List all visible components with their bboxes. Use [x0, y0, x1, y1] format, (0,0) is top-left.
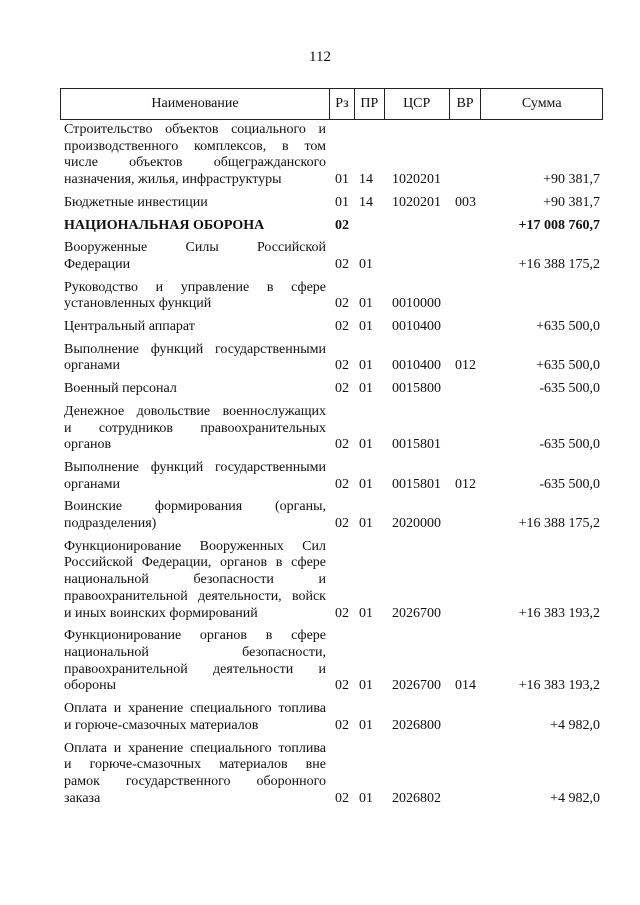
table-row — [64, 539, 600, 623]
row-rz: 01 — [335, 194, 349, 210]
table-row — [64, 381, 600, 398]
row-pr: 01 — [359, 476, 373, 492]
row-sum: +90 381,7 — [543, 172, 600, 188]
header-sum: Сумма — [521, 96, 562, 111]
row-rz: 02 — [335, 319, 349, 335]
row-csr: 2026700 — [392, 605, 441, 621]
row-rz: 02 — [335, 437, 349, 453]
table-body — [64, 122, 600, 813]
row-sum: +16 383 193,2 — [518, 605, 600, 621]
row-sum: -635 500,0 — [539, 476, 600, 492]
row-name-line: Бюджетные инвестиции — [64, 194, 208, 210]
row-name-line: Функционирование Вооруженных Сил — [64, 538, 326, 554]
row-name-line: и горюче-смазочных материалов вне — [64, 757, 326, 773]
row-csr: 2020000 — [392, 516, 441, 532]
table-row — [64, 280, 600, 313]
row-pr: 01 — [359, 605, 373, 621]
row-csr: 0010000 — [392, 296, 441, 312]
row-name-line: назначения, жилья, инфраструктуры — [64, 172, 282, 188]
row-csr: 1020201 — [392, 172, 441, 188]
table-row — [64, 122, 600, 189]
row-csr: 2026700 — [392, 678, 441, 694]
row-name-line: и горюче-смазочных материалов — [64, 717, 259, 733]
row-rz: 01 — [335, 172, 349, 188]
row-pr: 01 — [359, 790, 373, 806]
row-pr: 01 — [359, 437, 373, 453]
row-sum: -635 500,0 — [539, 381, 600, 397]
row-name-line: Выполнение функций государственными — [64, 459, 326, 475]
row-rz: 02 — [335, 605, 349, 621]
row-rz: 02 — [335, 381, 349, 397]
row-name — [64, 280, 326, 313]
row-name-line: Выполнение функций государственными — [64, 341, 326, 357]
row-name — [64, 122, 326, 189]
row-name-line: и сотрудников правоохранительных — [64, 420, 326, 436]
row-name-line: подразделения) — [64, 516, 157, 532]
row-vr: 003 — [455, 194, 476, 210]
row-sum: +635 500,0 — [536, 358, 600, 374]
row-name-line: национальной безопасности и — [64, 572, 326, 588]
row-name-line: и иных воинских формирований — [64, 605, 258, 621]
row-name — [64, 404, 326, 454]
row-rz: 02 — [335, 296, 349, 312]
table-row — [64, 218, 600, 235]
row-vr: 012 — [455, 358, 476, 374]
row-name-line: рамок государственного оборонного — [64, 773, 326, 789]
table-row — [64, 628, 600, 695]
row-pr: 01 — [359, 358, 373, 374]
row-name-line: Федерации — [64, 256, 131, 272]
row-name-line: органами — [64, 358, 121, 374]
header-name: Наименование — [61, 89, 330, 119]
row-name-line: Денежное довольствие военнослужащих — [64, 403, 326, 419]
row-name-line: Центральный аппарат — [64, 319, 195, 335]
row-rz: 02 — [335, 678, 349, 694]
row-name — [64, 741, 326, 808]
table-row — [64, 741, 600, 808]
row-pr: 01 — [359, 296, 373, 312]
row-csr: 1020201 — [392, 194, 441, 210]
table-row — [64, 701, 600, 734]
row-sum: +4 982,0 — [550, 790, 600, 806]
row-pr: 01 — [359, 516, 373, 532]
row-name-line: Воинские формирования (органы, — [64, 499, 326, 515]
row-name-line: производственного комплексов, в том — [64, 138, 326, 154]
row-pr: 01 — [359, 678, 373, 694]
row-name — [64, 240, 326, 273]
header-vr: ВР — [450, 89, 482, 119]
row-pr: 01 — [359, 256, 373, 272]
row-name-line: Оплата и хранение специального топлива — [64, 740, 326, 756]
row-name-line: Оплата и хранение специального топлива — [64, 701, 326, 717]
row-name-line: установленных функций — [64, 296, 212, 312]
table-row — [64, 404, 600, 454]
row-name — [64, 342, 326, 375]
row-csr: 0015801 — [392, 476, 441, 492]
row-name-line: Военный персонал — [64, 381, 177, 397]
table-row — [64, 195, 600, 212]
row-rz: 02 — [335, 516, 349, 532]
row-rz: 02 — [335, 358, 349, 374]
row-name-line: Руководство и управление в сфере — [64, 279, 326, 295]
row-csr: 0015801 — [392, 437, 441, 453]
page-number: 112 — [309, 49, 331, 65]
table-row — [64, 240, 600, 273]
row-sum: +4 982,0 — [550, 717, 600, 733]
row-name-line: национальной безопасности, — [64, 644, 326, 660]
row-name — [64, 218, 326, 235]
row-name-line: числе объектов общегражданского — [64, 155, 326, 171]
row-pr: 01 — [359, 319, 373, 335]
row-name-line: НАЦИОНАЛЬНАЯ ОБОРОНА — [64, 217, 265, 233]
row-csr: 0010400 — [392, 358, 441, 374]
row-name-line: Функционирование органов в сфере — [64, 628, 326, 644]
table-row — [64, 319, 600, 336]
row-pr: 01 — [359, 717, 373, 733]
table-row — [64, 342, 600, 375]
row-pr: 14 — [359, 194, 373, 210]
row-rz: 02 — [335, 256, 349, 272]
row-name — [64, 381, 326, 398]
row-name — [64, 701, 326, 734]
row-sum: +16 388 175,2 — [518, 256, 600, 272]
row-name-line: Строительство объектов социального и — [64, 122, 326, 137]
row-name-line: обороны — [64, 678, 117, 694]
table-header — [60, 88, 603, 120]
row-name — [64, 539, 326, 623]
header-pr: ПР — [355, 89, 385, 119]
table-row — [64, 460, 600, 493]
row-name — [64, 628, 326, 695]
row-name-line: органов — [64, 437, 112, 453]
row-name-line: Российской Федерации, органов в сфере — [64, 555, 326, 571]
row-csr: 0010400 — [392, 319, 441, 335]
row-rz: 02 — [335, 217, 349, 233]
row-vr: 014 — [455, 678, 476, 694]
row-csr: 2026802 — [392, 790, 441, 806]
row-pr: 01 — [359, 381, 373, 397]
row-sum: +635 500,0 — [536, 319, 600, 335]
header-csr: ЦСР — [385, 89, 450, 119]
row-name-line: правоохранительной деятельности, войск — [64, 588, 326, 604]
row-name-line: правоохранительной деятельности и — [64, 661, 326, 677]
row-name-line: заказа — [64, 790, 101, 806]
row-csr: 0015800 — [392, 381, 441, 397]
row-name-line: Вооруженные Силы Российской — [64, 240, 326, 256]
row-name — [64, 460, 326, 493]
row-rz: 02 — [335, 790, 349, 806]
row-name-line: органами — [64, 476, 121, 492]
row-sum: +90 381,7 — [543, 194, 600, 210]
row-rz: 02 — [335, 717, 349, 733]
row-name — [64, 195, 326, 212]
row-rz: 02 — [335, 476, 349, 492]
row-sum: +16 383 193,2 — [518, 678, 600, 694]
row-vr: 012 — [455, 476, 476, 492]
row-sum: +16 388 175,2 — [518, 516, 600, 532]
row-sum: -635 500,0 — [539, 437, 600, 453]
row-name — [64, 499, 326, 532]
row-name — [64, 319, 326, 336]
header-rz: Рз — [330, 89, 355, 119]
row-csr: 2026800 — [392, 717, 441, 733]
row-sum: +17 008 760,7 — [518, 217, 600, 233]
row-pr: 14 — [359, 172, 373, 188]
table-row — [64, 499, 600, 532]
